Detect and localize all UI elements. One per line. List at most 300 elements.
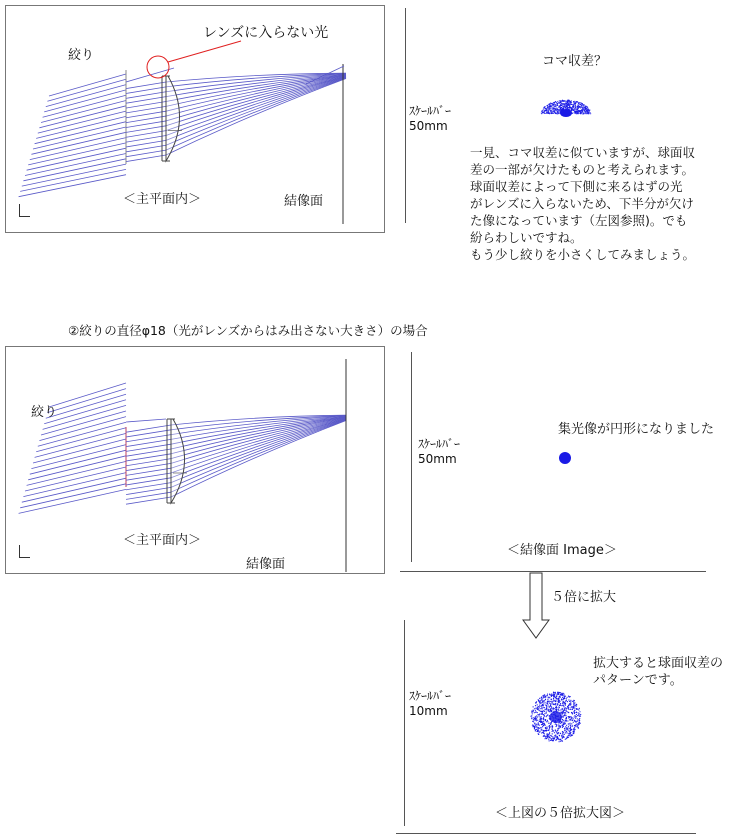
spot-point bbox=[568, 103, 569, 104]
spot-point bbox=[565, 107, 566, 108]
spot-point bbox=[576, 113, 577, 114]
spot-point bbox=[546, 730, 547, 731]
spot-point bbox=[568, 733, 569, 734]
spot-point bbox=[564, 103, 565, 104]
spot-point bbox=[559, 696, 560, 697]
spot-point bbox=[564, 110, 565, 111]
spot-point bbox=[579, 722, 580, 723]
spot-point bbox=[563, 715, 564, 716]
spot-point bbox=[542, 724, 543, 725]
spot-point bbox=[555, 715, 556, 716]
spot-point bbox=[546, 727, 547, 728]
spot-point bbox=[579, 111, 580, 112]
spot-point bbox=[567, 706, 568, 707]
spot-point bbox=[567, 729, 568, 730]
spot-point bbox=[569, 104, 570, 105]
spot-point bbox=[563, 110, 564, 111]
spot-point bbox=[556, 107, 557, 108]
spot-point bbox=[563, 107, 564, 108]
spot-point bbox=[577, 709, 578, 710]
spot-point bbox=[550, 694, 551, 695]
spot-point bbox=[564, 728, 565, 729]
spot-point bbox=[581, 107, 582, 108]
spot-point bbox=[570, 703, 571, 704]
spot-point bbox=[552, 108, 553, 109]
spot-point bbox=[551, 110, 552, 111]
spot-point bbox=[558, 710, 559, 711]
spot-point bbox=[566, 720, 567, 721]
annotation-label: レンズに入らない光 bbox=[203, 25, 329, 41]
spot-point bbox=[577, 102, 578, 103]
spot-point bbox=[567, 113, 568, 114]
spot-point bbox=[558, 719, 559, 720]
spot-point bbox=[566, 103, 567, 104]
spot-point bbox=[561, 694, 562, 695]
spot-point bbox=[549, 108, 550, 109]
spot-point bbox=[538, 734, 539, 735]
spot-point bbox=[578, 106, 579, 107]
spot-point bbox=[568, 101, 569, 102]
spot-point bbox=[587, 112, 588, 113]
spot-point bbox=[544, 110, 545, 111]
spot-point bbox=[551, 738, 552, 739]
spot-point bbox=[572, 104, 573, 105]
axis-icon bbox=[19, 204, 30, 217]
spot-point bbox=[558, 110, 559, 111]
spot-point bbox=[562, 709, 563, 710]
spot-point bbox=[543, 714, 544, 715]
spot-point bbox=[538, 700, 539, 701]
spot-point bbox=[575, 103, 576, 104]
spot-point bbox=[581, 111, 582, 112]
spot-point bbox=[583, 113, 584, 114]
spot-point bbox=[562, 100, 563, 101]
spot-point bbox=[542, 713, 543, 714]
spot-point bbox=[562, 104, 563, 105]
spot-point bbox=[548, 730, 549, 731]
spot-point bbox=[584, 112, 585, 113]
spot-point bbox=[567, 102, 568, 103]
spot-point bbox=[586, 113, 587, 114]
spot-point bbox=[541, 113, 542, 114]
spot-point bbox=[572, 720, 573, 721]
spot-point bbox=[571, 706, 572, 707]
spot-point bbox=[550, 705, 551, 706]
spot-point bbox=[558, 702, 559, 703]
spot-point bbox=[571, 110, 572, 111]
spot-point bbox=[568, 100, 569, 101]
spot-point bbox=[568, 723, 569, 724]
spot-point bbox=[563, 701, 564, 702]
spot-point bbox=[556, 698, 557, 699]
spot-point bbox=[574, 108, 575, 109]
spot-point bbox=[551, 710, 552, 711]
spot-point bbox=[548, 729, 549, 730]
spot-point bbox=[535, 716, 536, 717]
spot-point bbox=[589, 111, 590, 112]
spot-point bbox=[579, 102, 580, 103]
spot-point bbox=[560, 101, 561, 102]
spot-point bbox=[553, 104, 554, 105]
spot-point bbox=[561, 101, 562, 102]
spot-point bbox=[539, 732, 540, 733]
spot-point bbox=[539, 719, 540, 720]
spot-point bbox=[571, 107, 572, 108]
spot-point bbox=[565, 106, 566, 107]
spot-point bbox=[558, 698, 559, 699]
spot-point bbox=[547, 106, 548, 107]
spot-point bbox=[582, 110, 583, 111]
spot-point bbox=[550, 106, 551, 107]
spot-point bbox=[581, 110, 582, 111]
spot-point bbox=[569, 113, 570, 114]
spot-point bbox=[532, 726, 533, 727]
spot-point bbox=[555, 704, 556, 705]
spot-point bbox=[565, 696, 566, 697]
spot-point bbox=[575, 112, 576, 113]
spot-point bbox=[567, 112, 568, 113]
spot-point bbox=[560, 104, 561, 105]
spot-point bbox=[550, 703, 551, 704]
spot-point bbox=[573, 107, 574, 108]
spot-point bbox=[569, 105, 570, 106]
spot-point bbox=[562, 106, 563, 107]
spot-point bbox=[551, 714, 552, 715]
spot-point bbox=[562, 711, 563, 712]
spot-point bbox=[551, 112, 552, 113]
spot-point bbox=[566, 728, 567, 729]
spot-point bbox=[566, 105, 567, 106]
spot-point bbox=[567, 108, 568, 109]
spot-point bbox=[559, 735, 560, 736]
spot-point bbox=[559, 109, 560, 110]
spot-point bbox=[567, 102, 568, 103]
spot-point bbox=[556, 718, 557, 719]
spot-point bbox=[563, 705, 564, 706]
spot-point bbox=[551, 107, 552, 108]
spot-point bbox=[564, 730, 565, 731]
spot-point bbox=[577, 106, 578, 107]
spot-point bbox=[535, 718, 536, 719]
spot-point bbox=[571, 100, 572, 101]
spot-point bbox=[580, 714, 581, 715]
spot-point bbox=[570, 107, 571, 108]
spot-point bbox=[562, 100, 563, 101]
spot-point bbox=[549, 716, 550, 717]
spot-point bbox=[547, 112, 548, 113]
spot-point bbox=[585, 108, 586, 109]
spot-point bbox=[543, 719, 544, 720]
spot-point bbox=[562, 725, 563, 726]
spot-point bbox=[573, 110, 574, 111]
spot-point bbox=[551, 112, 552, 113]
spot-point bbox=[555, 701, 556, 702]
spot-point bbox=[549, 719, 550, 720]
spot-point bbox=[587, 111, 588, 112]
spot-point bbox=[555, 112, 556, 113]
spot-point bbox=[576, 709, 577, 710]
spot-point bbox=[569, 704, 570, 705]
spot-point bbox=[586, 108, 587, 109]
spot-point bbox=[587, 113, 588, 114]
spot-point bbox=[569, 111, 570, 112]
spot-point bbox=[583, 109, 584, 110]
spot-point bbox=[546, 708, 547, 709]
spot-point bbox=[549, 728, 550, 729]
spot-point bbox=[574, 730, 575, 731]
spot-point bbox=[543, 721, 544, 722]
spot-point bbox=[559, 722, 560, 723]
spot-point bbox=[554, 700, 555, 701]
spot-point bbox=[578, 108, 579, 109]
spot-point bbox=[565, 704, 566, 705]
spot-point bbox=[544, 736, 545, 737]
spot-point bbox=[577, 110, 578, 111]
spot-point bbox=[556, 698, 557, 699]
spot-point bbox=[542, 112, 543, 113]
spot-point bbox=[568, 712, 569, 713]
spot-point bbox=[573, 106, 574, 107]
spot-point bbox=[557, 109, 558, 110]
description-line: がレンズに入らないため、下半分が欠け bbox=[470, 196, 694, 211]
spot-point bbox=[563, 736, 564, 737]
spot-point bbox=[567, 737, 568, 738]
spot-point bbox=[541, 727, 542, 728]
spot-point bbox=[566, 106, 567, 107]
spot-point bbox=[581, 110, 582, 111]
spot-point bbox=[582, 109, 583, 110]
spot-point bbox=[543, 112, 544, 113]
spot-point bbox=[569, 111, 570, 112]
spot-point bbox=[547, 702, 548, 703]
spot-point bbox=[558, 109, 559, 110]
spot-point bbox=[568, 100, 569, 101]
spot-point bbox=[570, 107, 571, 108]
spot-point bbox=[535, 702, 536, 703]
spot-point bbox=[553, 102, 554, 103]
spot-point bbox=[539, 725, 540, 726]
spot-point bbox=[563, 109, 564, 110]
spot-point bbox=[544, 694, 545, 695]
spot-point bbox=[571, 729, 572, 730]
spot-point bbox=[557, 704, 558, 705]
spot-point bbox=[560, 739, 561, 740]
spot-point bbox=[583, 113, 584, 114]
spot-point bbox=[542, 702, 543, 703]
spot-point bbox=[538, 706, 539, 707]
spot-point bbox=[576, 102, 577, 103]
spot-point bbox=[564, 734, 565, 735]
spot-point bbox=[552, 736, 553, 737]
spot-point bbox=[563, 699, 564, 700]
spot-point bbox=[546, 721, 547, 722]
spot-point bbox=[578, 103, 579, 104]
description-line: 球面収差によって下側に来るはずの光 bbox=[470, 179, 683, 194]
spot-point bbox=[567, 109, 568, 110]
spot-point bbox=[580, 111, 581, 112]
spot-point bbox=[581, 103, 582, 104]
spot-point bbox=[561, 105, 562, 106]
spot-point bbox=[588, 113, 589, 114]
spot-point bbox=[579, 708, 580, 709]
spot-point bbox=[570, 735, 571, 736]
spot-point bbox=[575, 112, 576, 113]
spot-point bbox=[546, 716, 547, 717]
spot-point bbox=[582, 110, 583, 111]
spot-point bbox=[565, 111, 566, 112]
spot-point bbox=[534, 718, 535, 719]
spot-point bbox=[565, 723, 566, 724]
spot-point bbox=[571, 109, 572, 110]
spot-point bbox=[574, 715, 575, 716]
spot-point bbox=[552, 725, 553, 726]
spot-point bbox=[569, 701, 570, 702]
spot-point bbox=[579, 720, 580, 721]
spot-point bbox=[569, 703, 570, 704]
spot-point bbox=[575, 721, 576, 722]
spot-point bbox=[556, 110, 557, 111]
spot-point bbox=[585, 111, 586, 112]
spot-point bbox=[573, 733, 574, 734]
spot-point bbox=[543, 723, 544, 724]
spot-point bbox=[564, 104, 565, 105]
spot-point bbox=[547, 721, 548, 722]
spot-point bbox=[568, 705, 569, 706]
spot-point bbox=[541, 716, 542, 717]
spot-point bbox=[576, 108, 577, 109]
spot-point bbox=[574, 110, 575, 111]
spot-point bbox=[573, 102, 574, 103]
spot-point bbox=[573, 707, 574, 708]
spot-point bbox=[556, 731, 557, 732]
spot-point bbox=[575, 102, 576, 103]
spot-point bbox=[569, 696, 570, 697]
spot-point bbox=[564, 712, 565, 713]
spot-point bbox=[539, 728, 540, 729]
spot-point bbox=[578, 107, 579, 108]
spot-point bbox=[554, 692, 555, 693]
spot-point bbox=[560, 717, 561, 718]
spot-point bbox=[536, 718, 537, 719]
spot-point bbox=[589, 110, 590, 111]
spot-point bbox=[555, 715, 556, 716]
spot-point bbox=[564, 723, 565, 724]
spot-point bbox=[567, 110, 568, 111]
spot-point bbox=[574, 103, 575, 104]
spot-point bbox=[557, 738, 558, 739]
spot-point bbox=[537, 727, 538, 728]
spot-point bbox=[545, 108, 546, 109]
spot-point bbox=[579, 107, 580, 108]
spot-point bbox=[556, 707, 557, 708]
spot-point bbox=[546, 726, 547, 727]
spot-point bbox=[554, 696, 555, 697]
spot-point bbox=[564, 695, 565, 696]
spot-point bbox=[542, 705, 543, 706]
spot-point bbox=[554, 722, 555, 723]
spot-point bbox=[547, 735, 548, 736]
spot-point bbox=[549, 106, 550, 107]
spot-point bbox=[546, 695, 547, 696]
spot-point bbox=[563, 710, 564, 711]
spot-point bbox=[549, 697, 550, 698]
spot-point bbox=[577, 726, 578, 727]
spot-point bbox=[585, 109, 586, 110]
spot-point bbox=[565, 107, 566, 108]
spot-point bbox=[566, 711, 567, 712]
section-heading: ②絞りの直径φ18（光がレンズからはみ出さない大きさ）の場合 bbox=[68, 323, 428, 338]
spot-point bbox=[549, 694, 550, 695]
spot-point bbox=[567, 697, 568, 698]
spot-point bbox=[541, 112, 542, 113]
spot-point bbox=[566, 727, 567, 728]
spot-point bbox=[563, 108, 564, 109]
spot-point bbox=[575, 111, 576, 112]
spot-point bbox=[544, 730, 545, 731]
spot-point bbox=[548, 734, 549, 735]
spot-point bbox=[558, 111, 559, 112]
spot-point bbox=[548, 108, 549, 109]
spot-point bbox=[561, 712, 562, 713]
spot-point bbox=[569, 728, 570, 729]
spot-point bbox=[556, 113, 557, 114]
spot-point bbox=[563, 109, 564, 110]
spot-point bbox=[561, 717, 562, 718]
spot-point bbox=[571, 104, 572, 105]
spot-point bbox=[540, 722, 541, 723]
lens bbox=[166, 76, 180, 161]
spot-point bbox=[535, 702, 536, 703]
spot-point bbox=[577, 725, 578, 726]
spot-point bbox=[559, 107, 560, 108]
spot-point bbox=[575, 112, 576, 113]
spot-point bbox=[578, 102, 579, 103]
spot-point bbox=[557, 105, 558, 106]
spot-point bbox=[546, 707, 547, 708]
spot-point bbox=[560, 739, 561, 740]
spot-point bbox=[570, 720, 571, 721]
spot-point bbox=[561, 721, 562, 722]
spot-point bbox=[556, 739, 557, 740]
spot-point bbox=[550, 710, 551, 711]
spot-point bbox=[564, 111, 565, 112]
spot-point bbox=[557, 113, 558, 114]
spot-point bbox=[562, 713, 563, 714]
spot-point bbox=[578, 111, 579, 112]
spot-point bbox=[578, 107, 579, 108]
spot-point bbox=[560, 721, 561, 722]
spot-point bbox=[571, 109, 572, 110]
spot-point bbox=[563, 737, 564, 738]
spot-point bbox=[582, 107, 583, 108]
spot-point bbox=[569, 106, 570, 107]
spot-point bbox=[567, 103, 568, 104]
spot-point bbox=[548, 723, 549, 724]
spot-point bbox=[546, 734, 547, 735]
spot-point bbox=[557, 108, 558, 109]
spot-point bbox=[542, 726, 543, 727]
spot-point bbox=[557, 112, 558, 113]
spot-point bbox=[562, 112, 563, 113]
spot-point bbox=[551, 696, 552, 697]
spot-point bbox=[559, 701, 560, 702]
spot-point bbox=[570, 734, 571, 735]
spot-point bbox=[560, 100, 561, 101]
spot-point bbox=[539, 715, 540, 716]
spot-point bbox=[536, 731, 537, 732]
spot-point bbox=[559, 704, 560, 705]
spot-point bbox=[567, 112, 568, 113]
